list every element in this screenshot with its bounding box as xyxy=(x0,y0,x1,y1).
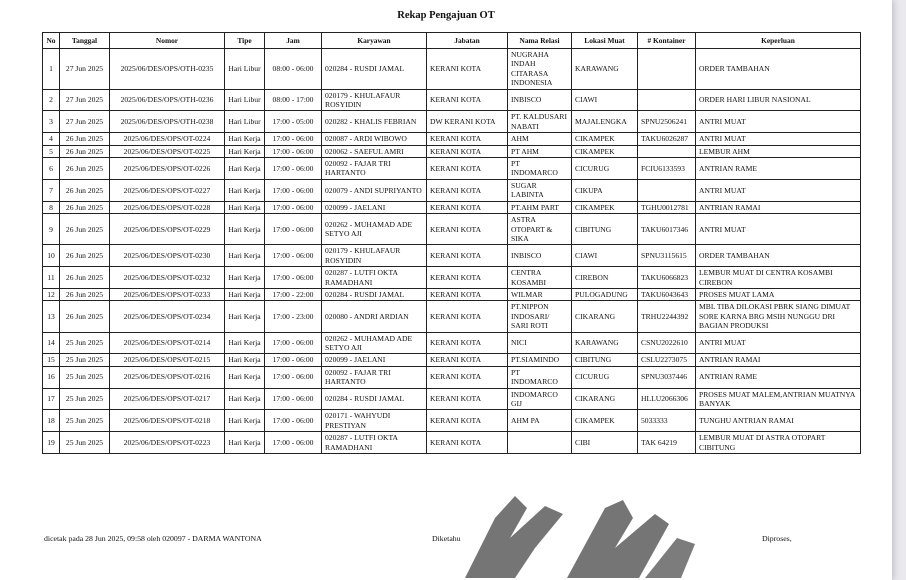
cell-jam: 17:00 - 06:00 xyxy=(265,267,322,289)
col-header-karyawan: Karyawan xyxy=(322,33,427,49)
cell-kontainer: FCIU6133593 xyxy=(638,158,696,180)
cell-kontainer: TAK 64219 xyxy=(638,432,696,454)
table-row xyxy=(43,388,861,410)
cell-jabatan: KERANI KOTA xyxy=(427,245,508,267)
col-header-no: No xyxy=(43,33,60,49)
cell-nomor: 2025/06/DES/OPS/OT-0229 xyxy=(110,214,225,245)
cell-jam: 17:00 - 06:00 xyxy=(265,332,322,354)
cell-no: 4 xyxy=(43,133,60,145)
cell-tipe: Hari Kerja xyxy=(225,145,265,157)
cell-jabatan: KERANI KOTA xyxy=(427,354,508,366)
cell-no: 6 xyxy=(43,158,60,180)
cell-tipe: Hari Kerja xyxy=(225,179,265,201)
table-row xyxy=(43,245,861,267)
cell-nama-relasi: AHM xyxy=(508,133,572,145)
cell-tanggal: 26 Jun 2025 xyxy=(60,201,110,213)
cell-nomor: 2025/06/DES/OPS/OT-0225 xyxy=(110,145,225,157)
cell-lokasi-muat: CIAWI xyxy=(572,89,638,111)
cell-jam: 08:00 - 06:00 xyxy=(265,49,322,90)
cell-karyawan: 020092 - FAJAR TRI HARTANTO xyxy=(322,366,427,388)
cell-jabatan: KERANI KOTA xyxy=(427,267,508,289)
cell-kontainer: CSLU2273075 xyxy=(638,354,696,366)
cell-jabatan: KERANI KOTA xyxy=(427,301,508,332)
cell-no: 2 xyxy=(43,89,60,111)
cell-no: 18 xyxy=(43,410,60,432)
cell-nama-relasi: INBISCO xyxy=(508,245,572,267)
cell-no: 13 xyxy=(43,301,60,332)
cell-jabatan: KERANI KOTA xyxy=(427,410,508,432)
cell-nomor: 2025/06/DES/OPS/OT-0232 xyxy=(110,267,225,289)
table-row xyxy=(43,179,861,201)
cell-no: 12 xyxy=(43,288,60,300)
cell-kontainer xyxy=(638,179,696,201)
table-row xyxy=(43,158,861,180)
cell-karyawan: 020099 - JAELANI xyxy=(322,201,427,213)
cell-lokasi-muat: CIKAMPEK xyxy=(572,145,638,157)
cell-lokasi-muat: MAJALENGKA xyxy=(572,111,638,133)
cell-nomor: 2025/06/DES/OPS/OT-0226 xyxy=(110,158,225,180)
cell-jam: 17:00 - 06:00 xyxy=(265,410,322,432)
cell-jabatan: KERANI KOTA xyxy=(427,158,508,180)
table-row xyxy=(43,89,861,111)
cell-nama-relasi: NICI xyxy=(508,332,572,354)
cell-nama-relasi: PT.AHM PART xyxy=(508,201,572,213)
table-row xyxy=(43,214,861,245)
table-header-row xyxy=(43,33,861,49)
cell-keperluan: LEMBUR AHM xyxy=(696,145,861,157)
cell-jam: 17:00 - 23:00 xyxy=(265,301,322,332)
cell-keperluan: ANTRI MUAT xyxy=(696,214,861,245)
cell-karyawan: 020171 - WAHYUDI PRESTIYAN xyxy=(322,410,427,432)
cell-jabatan: KERANI KOTA xyxy=(427,201,508,213)
cell-lokasi-muat: CICURUG xyxy=(572,158,638,180)
cell-nomor: 2025/06/DES/OPS/OT-0217 xyxy=(110,388,225,410)
cell-lokasi-muat: CIKAMPEK xyxy=(572,410,638,432)
cell-no: 10 xyxy=(43,245,60,267)
cell-no: 5 xyxy=(43,145,60,157)
cell-tanggal: 27 Jun 2025 xyxy=(60,89,110,111)
cell-no: 8 xyxy=(43,201,60,213)
cell-jabatan: DW KERANI KOTA xyxy=(427,111,508,133)
cell-lokasi-muat: CIBI xyxy=(572,432,638,454)
cell-nama-relasi: PT AHM xyxy=(508,145,572,157)
cell-jabatan: KERANI KOTA xyxy=(427,89,508,111)
table-row xyxy=(43,267,861,289)
col-header-jam: Jam xyxy=(265,33,322,49)
cell-kontainer: TAKU6026287 xyxy=(638,133,696,145)
cell-nomor: 2025/06/DES/OPS/OT-0227 xyxy=(110,179,225,201)
cell-nomor: 2025/06/DES/OPS/OT-0224 xyxy=(110,133,225,145)
cell-nama-relasi: PT INDOMARCO xyxy=(508,158,572,180)
scribble-overlay-icon xyxy=(455,478,715,580)
cell-nomor: 2025/06/DES/OPS/OT-0223 xyxy=(110,432,225,454)
cell-keperluan: PROSES MUAT LAMA xyxy=(696,288,861,300)
cell-nama-relasi: PT.NIPPON INDOSARI/ SARI ROTI xyxy=(508,301,572,332)
cell-tipe: Hari Kerja xyxy=(225,432,265,454)
cell-lokasi-muat: CIKAMPEK xyxy=(572,201,638,213)
cell-keperluan: ANTRI MUAT xyxy=(696,332,861,354)
cell-lokasi-muat: PULOGADUNG xyxy=(572,288,638,300)
cell-jam: 17:00 - 06:00 xyxy=(265,158,322,180)
cell-tipe: Hari Kerja xyxy=(225,354,265,366)
cell-lokasi-muat: CIBITUNG xyxy=(572,214,638,245)
cell-karyawan: 020087 - ARDI WIBOWO xyxy=(322,133,427,145)
cell-tipe: Hari Kerja xyxy=(225,267,265,289)
cell-nama-relasi xyxy=(508,432,572,454)
cell-tanggal: 26 Jun 2025 xyxy=(60,145,110,157)
cell-tanggal: 26 Jun 2025 xyxy=(60,288,110,300)
cell-kontainer: SPNU3037446 xyxy=(638,366,696,388)
cell-jam: 17:00 - 06:00 xyxy=(265,145,322,157)
col-header-jabatan: Jabatan xyxy=(427,33,508,49)
cell-lokasi-muat: CIKUPA xyxy=(572,179,638,201)
table-row xyxy=(43,111,861,133)
cell-no: 19 xyxy=(43,432,60,454)
table-row xyxy=(43,133,861,145)
cell-no: 11 xyxy=(43,267,60,289)
col-header-nama-relasi: Nama Relasi xyxy=(508,33,572,49)
cell-tanggal: 26 Jun 2025 xyxy=(60,179,110,201)
col-header-nomor: Nomor xyxy=(110,33,225,49)
cell-nama-relasi: INBISCO xyxy=(508,89,572,111)
cell-jabatan: KERANI KOTA xyxy=(427,133,508,145)
cell-nomor: 2025/06/DES/OPS/OT-0234 xyxy=(110,301,225,332)
cell-jabatan: KERANI KOTA xyxy=(427,288,508,300)
cell-nomor: 2025/06/DES/OPS/OT-0228 xyxy=(110,201,225,213)
table-row xyxy=(43,332,861,354)
col-header-lokasi-muat: Lokasi Muat xyxy=(572,33,638,49)
cell-nomor: 2025/06/DES/OPS/OT-0216 xyxy=(110,366,225,388)
cell-keperluan: ANTRIAN RAMAI xyxy=(696,354,861,366)
cell-jabatan: KERANI KOTA xyxy=(427,332,508,354)
cell-tipe: Hari Kerja xyxy=(225,245,265,267)
cell-tanggal: 26 Jun 2025 xyxy=(60,301,110,332)
cell-jam: 17:00 - 06:00 xyxy=(265,214,322,245)
cell-jabatan: KERANI KOTA xyxy=(427,366,508,388)
cell-tipe: Hari Kerja xyxy=(225,158,265,180)
cell-nomor: 2025/06/DES/OPS/OTH-0238 xyxy=(110,111,225,133)
cell-karyawan: 020284 - RUSDI JAMAL xyxy=(322,288,427,300)
cell-jam: 08:00 - 17:00 xyxy=(265,89,322,111)
cell-karyawan: 020092 - FAJAR TRI HARTANTO xyxy=(322,158,427,180)
cell-jabatan: KERANI KOTA xyxy=(427,388,508,410)
ot-request-table xyxy=(42,32,861,454)
cell-tipe: Hari Libur xyxy=(225,89,265,111)
cell-nama-relasi: PT.SIAMINDO xyxy=(508,354,572,366)
cell-keperluan: ORDER HARI LIBUR NASIONAL xyxy=(696,89,861,111)
cell-lokasi-muat: CIBITUNG xyxy=(572,354,638,366)
cell-lokasi-muat: CIKAMPEK xyxy=(572,133,638,145)
cell-nama-relasi: WILMAR xyxy=(508,288,572,300)
cell-karyawan: 020099 - JAELANI xyxy=(322,354,427,366)
cell-keperluan: ANTRI MUAT xyxy=(696,179,861,201)
cell-kontainer xyxy=(638,89,696,111)
cell-tanggal: 25 Jun 2025 xyxy=(60,432,110,454)
cell-nama-relasi: PT. KALDUSARI NABATI xyxy=(508,111,572,133)
known-by-label: Diketahu xyxy=(432,534,461,543)
cell-jam: 17:00 - 05:00 xyxy=(265,111,322,133)
cell-nomor: 2025/06/DES/OPS/OT-0215 xyxy=(110,354,225,366)
cell-jabatan: KERANI KOTA xyxy=(427,179,508,201)
cell-nama-relasi: AHM PA xyxy=(508,410,572,432)
cell-no: 16 xyxy=(43,366,60,388)
cell-tipe: Hari Libur xyxy=(225,49,265,90)
cell-karyawan: 020179 - KHULAFAUR ROSYIDIN xyxy=(322,89,427,111)
cell-karyawan: 020284 - RUSDI JAMAL xyxy=(322,388,427,410)
cell-keperluan: MBL TIBA DILOKASI PBRK SIANG DIMUAT SORE KARNA BRG MSIH NUNGGU DRI BAGIAN PRODUKSI xyxy=(696,301,861,332)
cell-tipe: Hari Kerja xyxy=(225,133,265,145)
cell-jam: 17:00 - 22:00 xyxy=(265,288,322,300)
cell-tanggal: 25 Jun 2025 xyxy=(60,332,110,354)
cell-nomor: 2025/06/DES/OPS/OT-0230 xyxy=(110,245,225,267)
cell-kontainer: 5033333 xyxy=(638,410,696,432)
cell-kontainer xyxy=(638,49,696,90)
cell-nama-relasi: PT INDOMARCO xyxy=(508,366,572,388)
cell-nomor: 2025/06/DES/OPS/OTH-0236 xyxy=(110,89,225,111)
cell-tipe: Hari Kerja xyxy=(225,214,265,245)
cell-keperluan: ANTRI MUAT xyxy=(696,133,861,145)
processed-by-label: Diproses, xyxy=(762,534,792,543)
cell-keperluan: TUNGHU ANTRIAN RAMAI xyxy=(696,410,861,432)
cell-jabatan: KERANI KOTA xyxy=(427,145,508,157)
cell-karyawan: 020282 - KHALIS FEBRIAN xyxy=(322,111,427,133)
cell-nama-relasi: CENTRA KOSAMBI xyxy=(508,267,572,289)
cell-no: 9 xyxy=(43,214,60,245)
cell-nomor: 2025/06/DES/OPS/OTH-0235 xyxy=(110,49,225,90)
cell-karyawan: 020062 - SAEFUL AMRI xyxy=(322,145,427,157)
cell-keperluan: ANTRI MUAT xyxy=(696,111,861,133)
cell-tipe: Hari Kerja xyxy=(225,288,265,300)
cell-kontainer: TRHU2244392 xyxy=(638,301,696,332)
cell-karyawan: 020287 - LUTFI OKTA RAMADHANI xyxy=(322,432,427,454)
cell-tanggal: 27 Jun 2025 xyxy=(60,111,110,133)
cell-tanggal: 25 Jun 2025 xyxy=(60,354,110,366)
cell-keperluan: ANTRIAN RAMAI xyxy=(696,201,861,213)
cell-no: 15 xyxy=(43,354,60,366)
table-row xyxy=(43,49,861,90)
cell-tipe: Hari Libur xyxy=(225,111,265,133)
cell-kontainer: SPNU2506241 xyxy=(638,111,696,133)
table-row xyxy=(43,432,861,454)
table-row xyxy=(43,354,861,366)
cell-tanggal: 26 Jun 2025 xyxy=(60,133,110,145)
cell-karyawan: 020079 - ANDI SUPRIYANTO xyxy=(322,179,427,201)
cell-jam: 17:00 - 06:00 xyxy=(265,201,322,213)
cell-tanggal: 26 Jun 2025 xyxy=(60,214,110,245)
cell-lokasi-muat: CIAWI xyxy=(572,245,638,267)
cell-keperluan: PROSES MUAT MALEM,ANTRIAN MUATNYA BANYAK xyxy=(696,388,861,410)
cell-kontainer: HLLU2066306 xyxy=(638,388,696,410)
cell-nama-relasi: SUGAR LABINTA xyxy=(508,179,572,201)
cell-no: 14 xyxy=(43,332,60,354)
cell-karyawan: 020179 - KHULAFAUR ROSYIDIN xyxy=(322,245,427,267)
cell-kontainer: TAKU6043643 xyxy=(638,288,696,300)
cell-keperluan: LEMBUR MUAT DI CENTRA KOSAMBI CIREBON xyxy=(696,267,861,289)
cell-keperluan: ORDER TAMBAHAN xyxy=(696,245,861,267)
cell-no: 17 xyxy=(43,388,60,410)
col-header-kontainer: # Kontainer xyxy=(638,33,696,49)
cell-jam: 17:00 - 06:00 xyxy=(265,179,322,201)
cell-kontainer: TGHU0012781 xyxy=(638,201,696,213)
cell-tipe: Hari Kerja xyxy=(225,201,265,213)
cell-lokasi-muat: CIKARANG xyxy=(572,301,638,332)
col-header-tipe: Tipe xyxy=(225,33,265,49)
cell-no: 7 xyxy=(43,179,60,201)
cell-nomor: 2025/06/DES/OPS/OT-0233 xyxy=(110,288,225,300)
cell-tipe: Hari Kerja xyxy=(225,301,265,332)
cell-tanggal: 27 Jun 2025 xyxy=(60,49,110,90)
table-row xyxy=(43,410,861,432)
cell-tipe: Hari Kerja xyxy=(225,410,265,432)
cell-kontainer xyxy=(638,145,696,157)
cell-jam: 17:00 - 06:00 xyxy=(265,366,322,388)
cell-keperluan: ANTRIAN RAME xyxy=(696,158,861,180)
cell-nama-relasi: INDOMARCO GIJ xyxy=(508,388,572,410)
cell-keperluan: ANTRIAN RAME xyxy=(696,366,861,388)
cell-tanggal: 26 Jun 2025 xyxy=(60,245,110,267)
cell-tipe: Hari Kerja xyxy=(225,366,265,388)
cell-keperluan: ORDER TAMBAHAN xyxy=(696,49,861,90)
cell-tanggal: 26 Jun 2025 xyxy=(60,158,110,180)
cell-karyawan: 020262 - MUHAMAD ADE SETYO AJI xyxy=(322,332,427,354)
cell-kontainer: TAKU6066823 xyxy=(638,267,696,289)
cell-kontainer: CSNU2022610 xyxy=(638,332,696,354)
cell-lokasi-muat: KARAWANG xyxy=(572,332,638,354)
cell-tanggal: 25 Jun 2025 xyxy=(60,410,110,432)
cell-tanggal: 25 Jun 2025 xyxy=(60,388,110,410)
cell-jabatan: KERANI KOTA xyxy=(427,214,508,245)
cell-tanggal: 26 Jun 2025 xyxy=(60,267,110,289)
table-row xyxy=(43,301,861,332)
cell-jam: 17:00 - 06:00 xyxy=(265,432,322,454)
cell-jam: 17:00 - 06:00 xyxy=(265,388,322,410)
cell-nomor: 2025/06/DES/OPS/OT-0218 xyxy=(110,410,225,432)
cell-lokasi-muat: CICURUG xyxy=(572,366,638,388)
cell-nama-relasi: NUGRAHA INDAH CITARASA INDONESIA xyxy=(508,49,572,90)
cell-kontainer: SPNU3115615 xyxy=(638,245,696,267)
cell-lokasi-muat: CIKARANG xyxy=(572,388,638,410)
cell-karyawan: 020262 - MUHAMAD ADE SETYO AJI xyxy=(322,214,427,245)
cell-jabatan: KERANI KOTA xyxy=(427,49,508,90)
cell-jam: 17:00 - 06:00 xyxy=(265,245,322,267)
cell-jabatan: KERANI KOTA xyxy=(427,432,508,454)
cell-karyawan: 020080 - ANDRI ARDIAN xyxy=(322,301,427,332)
cell-karyawan: 020287 - LUTFI OKTA RAMADHANI xyxy=(322,267,427,289)
printed-info: dicetak pada 28 Jun 2025, 09:58 oleh 020097 - DARMA WANTONA xyxy=(44,534,262,543)
table-row xyxy=(43,145,861,157)
cell-no: 3 xyxy=(43,111,60,133)
cell-kontainer: TAKU6017346 xyxy=(638,214,696,245)
cell-jam: 17:00 - 06:00 xyxy=(265,354,322,366)
cell-tanggal: 25 Jun 2025 xyxy=(60,366,110,388)
cell-jam: 17:00 - 06:00 xyxy=(265,133,322,145)
table-row xyxy=(43,288,861,300)
cell-nama-relasi: ASTRA OTOPART & SIKA xyxy=(508,214,572,245)
cell-karyawan: 020284 - RUSDI JAMAL xyxy=(322,49,427,90)
col-header-tanggal: Tanggal xyxy=(60,33,110,49)
cell-nomor: 2025/06/DES/OPS/OT-0214 xyxy=(110,332,225,354)
cell-lokasi-muat: CIREBON xyxy=(572,267,638,289)
cell-keperluan: LEMBUR MUAT DI ASTRA OTOPART CIBITUNG xyxy=(696,432,861,454)
cell-tipe: Hari Kerja xyxy=(225,388,265,410)
col-header-keperluan: Keperluan xyxy=(696,33,861,49)
cell-tipe: Hari Kerja xyxy=(225,332,265,354)
table-row xyxy=(43,366,861,388)
report-title: Rekap Pengajuan OT xyxy=(397,10,495,21)
cell-lokasi-muat: KARAWANG xyxy=(572,49,638,90)
table-row xyxy=(43,201,861,213)
cell-no: 1 xyxy=(43,49,60,90)
